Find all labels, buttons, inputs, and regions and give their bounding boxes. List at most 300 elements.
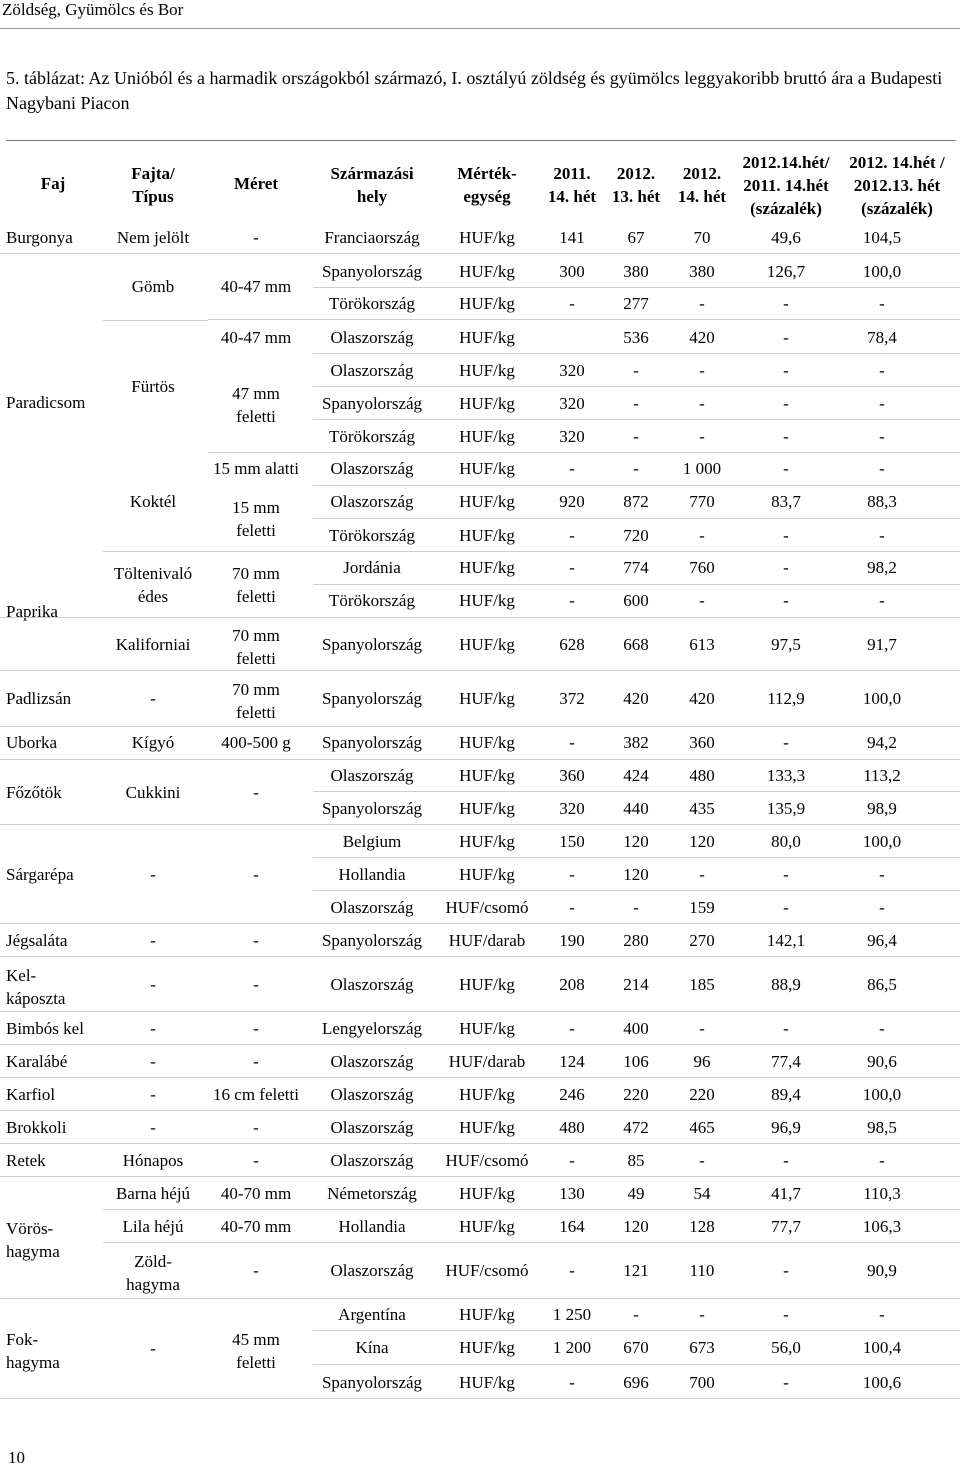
size-cell: - (253, 865, 259, 884)
value-cell: 56,0 (771, 1338, 801, 1357)
size-cell: 400-500 g (221, 733, 291, 752)
value-cell: 472 (623, 1118, 649, 1137)
value-cell: - (783, 591, 789, 610)
unit-cell: HUF/kg (459, 526, 515, 545)
value-cell: 220 (689, 1085, 715, 1104)
value-cell: 100,6 (862, 1373, 902, 1392)
value-cell: - (783, 1373, 789, 1392)
value-cell: 98,2 (867, 558, 897, 577)
variety-cell: Lila héjú (122, 1217, 184, 1236)
value-cell: - (783, 865, 789, 884)
value-cell: - (633, 898, 639, 917)
value-cell: 670 (623, 1338, 649, 1357)
variety-cell: Zöld- hagyma (126, 1252, 180, 1294)
variety-cell: Gömb (131, 277, 175, 296)
row-rule (313, 1364, 960, 1365)
variety-cell: - (150, 975, 156, 994)
value-cell: - (783, 1261, 789, 1280)
origin-cell: Törökország (329, 591, 415, 610)
value-cell: - (633, 459, 639, 478)
value-cell: - (569, 898, 575, 917)
value-cell: 220 (623, 1085, 649, 1104)
unit-cell: HUF/kg (459, 492, 515, 511)
value-cell: - (783, 1151, 789, 1170)
variety-cell: Barna héjú (115, 1184, 191, 1203)
row-rule (313, 386, 960, 387)
unit-cell: HUF/kg (459, 635, 515, 654)
value-cell: - (699, 591, 705, 610)
unit-cell: HUF/kg (459, 1217, 515, 1236)
value-cell: 420 (623, 689, 649, 708)
header-fajta: Fajta/ Típus (131, 164, 175, 206)
value-cell: - (783, 733, 789, 752)
value-cell: 110,3 (863, 1184, 901, 1203)
species-fozotok: Főzőtök (6, 783, 62, 802)
value-cell: - (569, 1373, 575, 1392)
value-cell: - (699, 526, 705, 545)
value-cell: 424 (623, 766, 649, 785)
row-rule (0, 1011, 960, 1012)
value-cell: - (783, 1305, 789, 1324)
origin-cell: Olaszország (330, 766, 414, 785)
value-cell: 96,4 (867, 931, 897, 950)
row-rule (0, 1077, 960, 1078)
value-cell: - (699, 1019, 705, 1038)
row-rule (313, 485, 960, 486)
value-cell: 91,7 (867, 635, 897, 654)
value-cell: 600 (623, 591, 649, 610)
row-rule (313, 353, 960, 354)
value-cell: 320 (559, 427, 585, 446)
unit-cell: HUF/kg (459, 591, 515, 610)
value-cell: 360 (689, 733, 715, 752)
value-cell: 120 (623, 865, 649, 884)
value-cell: 372 (559, 689, 585, 708)
value-cell: 100,0 (862, 689, 902, 708)
variety-cell: - (150, 1085, 156, 1104)
variety-cell: Hónapos (122, 1151, 184, 1170)
value-cell: - (569, 294, 575, 313)
value-cell: - (633, 361, 639, 380)
unit-cell: HUF/kg (459, 799, 515, 818)
variety-cell: - (150, 1339, 156, 1358)
unit-cell: HUF/kg (459, 459, 515, 478)
unit-cell: HUF/kg (459, 1019, 515, 1038)
size-cell: 70 mm feletti (232, 626, 280, 668)
variety-cell: - (150, 1118, 156, 1137)
row-rule (313, 287, 960, 288)
origin-cell: Olaszország (330, 898, 414, 917)
header-pct-wow: 2012. 14.hét / 2012.13. hét (százalék) (849, 153, 945, 218)
origin-cell: Franciaország (324, 228, 420, 247)
variety-cell: - (150, 931, 156, 950)
variety-cell: - (150, 1052, 156, 1071)
unit-cell: HUF/csomó (445, 1261, 529, 1280)
value-cell: 128 (689, 1217, 715, 1236)
value-cell: - (569, 526, 575, 545)
size-cell: - (253, 975, 259, 994)
variety-cell: - (150, 865, 156, 884)
value-cell: 110 (689, 1261, 715, 1280)
value-cell: 480 (559, 1118, 585, 1137)
origin-cell: Olaszország (330, 1085, 414, 1104)
size-cell: - (253, 1151, 259, 1170)
value-cell: 1 200 (552, 1338, 592, 1357)
value-cell: - (569, 1261, 575, 1280)
value-cell: - (879, 1305, 885, 1324)
value-cell: 67 (627, 228, 645, 247)
header-origin: Származási hely (330, 164, 414, 206)
value-cell: 121 (623, 1261, 649, 1280)
origin-cell: Olaszország (330, 459, 414, 478)
variety-cell: Koktél (129, 492, 177, 511)
value-cell: 380 (623, 262, 649, 281)
value-cell: 185 (689, 975, 715, 994)
origin-cell: Jordánia (343, 558, 401, 577)
value-cell: 97,5 (771, 635, 801, 654)
row-rule (0, 1044, 960, 1045)
size-cell: - (253, 931, 259, 950)
origin-cell: Spanyolország (321, 635, 423, 654)
row-rule (0, 1298, 960, 1299)
value-cell: 159 (689, 898, 715, 917)
value-cell: 465 (689, 1118, 715, 1137)
value-cell: - (569, 733, 575, 752)
value-cell: 49 (627, 1184, 645, 1203)
origin-cell: Olaszország (330, 361, 414, 380)
unit-cell: HUF/csomó (445, 898, 529, 917)
value-cell: - (699, 1151, 705, 1170)
value-cell: 96,9 (771, 1118, 801, 1137)
value-cell: 100,0 (862, 832, 902, 851)
unit-cell: HUF/kg (459, 1184, 515, 1203)
value-cell: 100,0 (862, 262, 902, 281)
variety-cell: Nem jelölt (116, 228, 190, 247)
value-cell: 77,7 (771, 1217, 801, 1236)
value-cell: 300 (559, 262, 585, 281)
row-rule (103, 1209, 960, 1210)
table-caption: 5. táblázat: Az Unióból és a harmadik országokból származó, I. osztályú zöldség és gyümölcs leggyakoribb bruttó ára a Budapesti Nagybani Piacon (6, 68, 943, 113)
value-cell: 190 (559, 931, 585, 950)
value-cell: 872 (623, 492, 649, 511)
value-cell: 382 (623, 733, 649, 752)
species-karalabe: Karalábé (6, 1052, 68, 1071)
value-cell: 130 (559, 1184, 585, 1203)
unit-cell: HUF/kg (459, 832, 515, 851)
value-cell: 96 (693, 1052, 711, 1071)
row-rule (208, 452, 960, 453)
species-retek: Retek (6, 1151, 46, 1170)
row-rule (313, 890, 960, 891)
value-cell: 104,5 (862, 228, 902, 247)
origin-cell: Hollandia (338, 1217, 406, 1236)
unit-cell: HUF/kg (459, 558, 515, 577)
origin-cell: Olaszország (330, 975, 414, 994)
variety-cell: Cukkini (125, 783, 181, 802)
running-head: Zöldség, Gyümölcs és Bor (2, 0, 184, 19)
variety-cell: Töltenivaló édes (113, 564, 193, 606)
size-cell: 45 mm feletti (232, 1330, 280, 1372)
origin-cell: Törökország (329, 526, 415, 545)
value-cell: 770 (689, 492, 715, 511)
row-rule (208, 319, 960, 320)
unit-cell: HUF/kg (459, 975, 515, 994)
value-cell: 88,3 (867, 492, 897, 511)
origin-cell: Olaszország (330, 328, 414, 347)
row-rule (103, 1242, 960, 1243)
origin-cell: Spanyolország (321, 799, 423, 818)
origin-cell: Spanyolország (321, 1373, 423, 1392)
value-cell: - (783, 294, 789, 313)
value-cell: 98,9 (867, 799, 897, 818)
value-cell: 700 (689, 1373, 715, 1392)
origin-cell: Kína (355, 1338, 389, 1357)
unit-cell: HUF/kg (459, 294, 515, 313)
unit-cell: HUF/kg (459, 733, 515, 752)
species-bimbos-kel: Bimbós kel (6, 1019, 84, 1038)
value-cell: 320 (559, 799, 585, 818)
value-cell: - (879, 294, 885, 313)
species-burgonya: Burgonya (6, 228, 73, 247)
unit-cell: HUF/kg (459, 1373, 515, 1392)
value-cell: - (783, 427, 789, 446)
value-cell: 536 (623, 328, 649, 347)
row-rule (0, 824, 960, 825)
species-sargarepa: Sárgarépa (6, 865, 74, 884)
value-cell: 77,4 (771, 1052, 801, 1071)
value-cell: - (879, 1151, 885, 1170)
species-voroshagyma: Vörös- hagyma (6, 1219, 60, 1261)
value-cell: 613 (689, 635, 715, 654)
value-cell: 85 (627, 1151, 645, 1170)
value-cell: - (569, 1151, 575, 1170)
value-cell: - (699, 865, 705, 884)
origin-cell: Hollandia (338, 865, 406, 884)
unit-cell: HUF/kg (459, 1118, 515, 1137)
value-cell: - (879, 591, 885, 610)
value-cell: - (879, 898, 885, 917)
value-cell: 673 (689, 1338, 715, 1357)
row-rule (313, 584, 960, 585)
origin-cell: Törökország (329, 427, 415, 446)
value-cell: - (633, 1305, 639, 1324)
unit-cell: HUF/darab (448, 931, 526, 950)
origin-cell: Lengyelország (321, 1019, 423, 1038)
value-cell: 113,2 (863, 766, 901, 785)
value-cell: - (569, 865, 575, 884)
value-cell: - (783, 1019, 789, 1038)
row-rule (313, 791, 960, 792)
value-cell: 124 (559, 1052, 585, 1071)
value-cell: 89,4 (771, 1085, 801, 1104)
value-cell: - (699, 427, 705, 446)
value-cell: 80,0 (771, 832, 801, 851)
value-cell: - (633, 394, 639, 413)
value-cell: 380 (689, 262, 715, 281)
header-faj: Faj (40, 174, 66, 193)
header-unit: Mérték- egység (457, 164, 517, 206)
variety-cell: - (150, 689, 156, 708)
value-cell: 720 (623, 526, 649, 545)
size-cell: 40-70 mm (220, 1184, 292, 1203)
unit-cell: HUF/kg (459, 228, 515, 247)
value-cell: - (633, 427, 639, 446)
species-kelkaposzta: Kel- káposzta (6, 966, 66, 1008)
size-cell: 40-47 mm (220, 277, 292, 296)
value-cell: 126,7 (766, 262, 806, 281)
value-cell: 70 (693, 228, 711, 247)
value-cell: 49,6 (771, 228, 801, 247)
value-cell: 208 (559, 975, 585, 994)
row-rule (0, 956, 960, 957)
value-cell: 774 (623, 558, 649, 577)
row-rule (0, 617, 960, 618)
value-cell: 135,9 (766, 799, 806, 818)
origin-cell: Argentína (338, 1305, 406, 1324)
unit-cell: HUF/kg (459, 361, 515, 380)
row-rule (0, 923, 960, 924)
value-cell: 106,3 (862, 1217, 902, 1236)
variety-cell: Fürtös (131, 377, 175, 396)
value-cell: - (699, 294, 705, 313)
value-cell: 133,3 (766, 766, 806, 785)
row-rule (0, 726, 960, 727)
value-cell: 360 (559, 766, 585, 785)
value-cell: 920 (559, 492, 585, 511)
unit-cell: HUF/kg (459, 766, 515, 785)
size-cell: 47 mm feletti (232, 384, 280, 426)
value-cell: - (879, 459, 885, 478)
unit-cell: HUF/kg (459, 1085, 515, 1104)
row-rule (103, 320, 208, 321)
value-cell: 400 (623, 1019, 649, 1038)
size-cell: 16 cm feletti (213, 1085, 299, 1104)
value-cell: 94,2 (867, 733, 897, 752)
value-cell: 54 (693, 1184, 711, 1203)
origin-cell: Olaszország (330, 1118, 414, 1137)
value-cell: 120 (623, 832, 649, 851)
size-cell: - (253, 1019, 259, 1038)
value-cell: 112,9 (767, 689, 805, 708)
species-fokhagyma: Fok- hagyma (6, 1330, 60, 1372)
unit-cell: HUF/csomó (445, 1151, 529, 1170)
species-brokkoli: Brokkoli (6, 1118, 67, 1137)
value-cell: 141 (559, 228, 585, 247)
row-rule (313, 1330, 960, 1331)
value-cell: - (569, 459, 575, 478)
value-cell: - (879, 1019, 885, 1038)
variety-cell: - (150, 1019, 156, 1038)
unit-cell: HUF/kg (459, 262, 515, 281)
page-number: 10 (8, 1448, 25, 1467)
origin-cell: Törökország (329, 294, 415, 313)
value-cell: 440 (623, 799, 649, 818)
header-2011-w14: 2011. 14. hét (547, 164, 597, 206)
value-cell: 90,9 (867, 1261, 897, 1280)
origin-cell: Olaszország (330, 1261, 414, 1280)
row-rule (313, 419, 960, 420)
unit-cell: HUF/kg (459, 427, 515, 446)
row-rule (313, 857, 960, 858)
value-cell: - (879, 865, 885, 884)
value-cell: 320 (559, 361, 585, 380)
value-cell: - (879, 394, 885, 413)
value-cell: 83,7 (771, 492, 801, 511)
origin-cell: Spanyolország (321, 733, 423, 752)
value-cell: - (569, 591, 575, 610)
species-karfiol: Karfiol (6, 1085, 56, 1104)
value-cell: - (783, 328, 789, 347)
value-cell: 214 (623, 975, 649, 994)
value-cell: 88,9 (771, 975, 801, 994)
value-cell: - (879, 526, 885, 545)
value-cell: - (783, 526, 789, 545)
species-jegsalata: Jégsaláta (6, 931, 68, 950)
variety-cell: Kígyó (131, 733, 175, 752)
value-cell: - (569, 1019, 575, 1038)
value-cell: - (783, 558, 789, 577)
size-cell: 40-70 mm (220, 1217, 292, 1236)
row-rule (0, 253, 960, 254)
value-cell: 270 (689, 931, 715, 950)
unit-cell: HUF/kg (459, 394, 515, 413)
row-rule (0, 1143, 960, 1144)
row-rule (0, 1176, 960, 1177)
value-cell: - (783, 459, 789, 478)
value-cell: 78,4 (867, 328, 897, 347)
value-cell: 142,1 (766, 931, 806, 950)
size-cell: 70 mm feletti (232, 680, 280, 722)
size-cell: - (253, 1052, 259, 1071)
value-cell: 100,4 (862, 1338, 902, 1357)
value-cell: 420 (689, 328, 715, 347)
unit-cell: HUF/kg (459, 1338, 515, 1357)
value-cell: - (699, 394, 705, 413)
value-cell: 696 (623, 1373, 649, 1392)
size-cell: - (253, 228, 259, 247)
origin-cell: Spanyolország (321, 931, 423, 950)
size-cell: 15 mm alatti (213, 459, 299, 478)
size-cell: 40-47 mm (220, 328, 292, 347)
origin-cell: Spanyolország (321, 262, 423, 281)
value-cell: 106 (623, 1052, 649, 1071)
value-cell: - (879, 361, 885, 380)
row-rule (0, 670, 960, 671)
value-cell: 100,0 (862, 1085, 902, 1104)
header-2012-w14: 2012. 14. hét (677, 164, 727, 206)
value-cell: 628 (559, 635, 585, 654)
value-cell: 164 (559, 1217, 585, 1236)
row-rule (103, 551, 960, 552)
value-cell: 280 (623, 931, 649, 950)
value-cell: 420 (689, 689, 715, 708)
value-cell: - (783, 394, 789, 413)
origin-cell: Olaszország (330, 1151, 414, 1170)
size-cell: - (253, 1118, 259, 1137)
size-cell: 15 mm feletti (232, 498, 280, 540)
value-cell: - (699, 1305, 705, 1324)
unit-cell: HUF/kg (459, 865, 515, 884)
origin-cell: Olaszország (330, 492, 414, 511)
size-cell: 70 mm feletti (232, 564, 280, 606)
value-cell: - (783, 898, 789, 917)
species-paprika: Paprika (6, 602, 58, 621)
row-rule (0, 759, 960, 760)
value-cell: 760 (689, 558, 715, 577)
value-cell: - (699, 361, 705, 380)
value-cell: 668 (623, 635, 649, 654)
value-cell: 1 250 (552, 1305, 592, 1324)
